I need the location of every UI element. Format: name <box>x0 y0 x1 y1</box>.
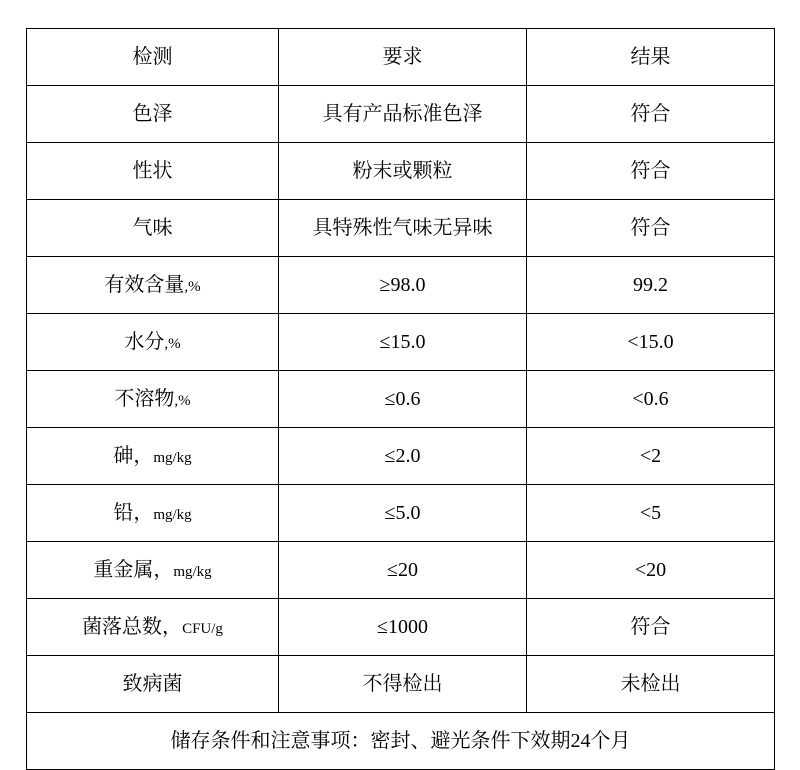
cell-requirement <box>279 314 527 371</box>
cell-requirement <box>279 542 527 599</box>
cell-item <box>27 428 279 485</box>
table-row <box>27 371 775 428</box>
item-label: 气味 <box>132 217 173 239</box>
item-unit: mg/kg <box>153 507 192 523</box>
item-unit: mg/kg <box>153 450 192 466</box>
cell-result <box>527 599 775 656</box>
cell-item <box>27 143 279 200</box>
cell-result <box>527 143 775 200</box>
cell-item <box>27 542 279 599</box>
item-unit: CFU/g <box>182 621 223 637</box>
table-row <box>27 599 775 656</box>
item-label: 色泽 <box>132 103 173 125</box>
table-body <box>27 29 775 770</box>
table-row <box>27 314 775 371</box>
requirement-value: ≤0.6 <box>384 388 421 410</box>
requirement-value: 粉末或颗粒 <box>352 160 453 182</box>
cell-item <box>27 86 279 143</box>
cell-result <box>527 428 775 485</box>
table-row <box>27 86 775 143</box>
table-row <box>27 257 775 314</box>
requirement-value: 不得检出 <box>362 673 443 695</box>
table-row <box>27 428 775 485</box>
item-unit: mg/kg <box>173 564 212 580</box>
item-label: 水分 <box>124 331 165 353</box>
header-cell-item <box>27 29 279 86</box>
requirement-value: ≤5.0 <box>384 502 421 524</box>
cell-item <box>27 656 279 713</box>
cell-requirement <box>279 428 527 485</box>
item-unit: ,% <box>164 336 181 352</box>
cell-result <box>527 314 775 371</box>
cell-requirement <box>279 143 527 200</box>
item-unit: ,% <box>174 393 191 409</box>
result-value: <20 <box>634 559 667 581</box>
item-label: 致病菌 <box>122 673 183 695</box>
cell-result <box>527 257 775 314</box>
header-label-requirement: 要求 <box>382 46 423 68</box>
table-row <box>27 485 775 542</box>
requirement-value: 具特殊性气味无异味 <box>312 217 493 239</box>
cell-requirement <box>279 257 527 314</box>
cell-item <box>27 257 279 314</box>
table-row <box>27 143 775 200</box>
item-label: 重金属， <box>93 559 174 581</box>
cell-result <box>527 371 775 428</box>
result-value: <5 <box>639 502 662 524</box>
cell-requirement <box>279 371 527 428</box>
table-row <box>27 200 775 257</box>
cell-result <box>527 542 775 599</box>
cell-item <box>27 599 279 656</box>
result-value: <0.6 <box>632 388 669 410</box>
item-unit: ,% <box>184 279 201 295</box>
table-row <box>27 656 775 713</box>
item-label: 性状 <box>132 160 173 182</box>
item-label: 有效含量 <box>104 274 185 296</box>
result-value: <2 <box>639 445 662 467</box>
cell-result <box>527 86 775 143</box>
cell-result <box>527 485 775 542</box>
result-value: 符合 <box>630 160 671 182</box>
footer-note-cell <box>27 713 775 770</box>
result-value: <15.0 <box>627 331 674 353</box>
cell-item <box>27 371 279 428</box>
item-label: 菌落总数， <box>82 616 183 638</box>
cell-requirement <box>279 656 527 713</box>
table-footer-row <box>27 713 775 770</box>
header-cell-result <box>527 29 775 86</box>
requirement-value: ≤1000 <box>377 616 428 638</box>
cell-requirement <box>279 200 527 257</box>
table-header-row <box>27 29 775 86</box>
footer-note-text: 储存条件和注意事项：密封、避光条件下效期24个月 <box>170 730 631 752</box>
table-row <box>27 542 775 599</box>
header-label-item: 检测 <box>132 46 173 68</box>
cell-requirement <box>279 485 527 542</box>
result-value: 99.2 <box>633 274 668 296</box>
cell-item <box>27 485 279 542</box>
cell-requirement <box>279 86 527 143</box>
requirement-value: ≤20 <box>387 559 418 581</box>
result-value: 符合 <box>630 103 671 125</box>
item-label: 铅， <box>113 502 154 524</box>
cell-item <box>27 314 279 371</box>
requirement-value: ≤15.0 <box>379 331 426 353</box>
header-label-result: 结果 <box>630 46 671 68</box>
result-value: 符合 <box>630 217 671 239</box>
item-label: 不溶物 <box>114 388 175 410</box>
cell-result <box>527 656 775 713</box>
specification-table <box>26 28 775 770</box>
header-cell-requirement <box>279 29 527 86</box>
requirement-value: ≥98.0 <box>379 274 426 296</box>
requirement-value: ≤2.0 <box>384 445 421 467</box>
requirement-value: 具有产品标准色泽 <box>322 103 483 125</box>
result-value: 未检出 <box>620 673 681 695</box>
result-value: 符合 <box>630 616 671 638</box>
cell-result <box>527 200 775 257</box>
cell-requirement <box>279 599 527 656</box>
item-label: 砷， <box>113 445 154 467</box>
cell-item <box>27 200 279 257</box>
